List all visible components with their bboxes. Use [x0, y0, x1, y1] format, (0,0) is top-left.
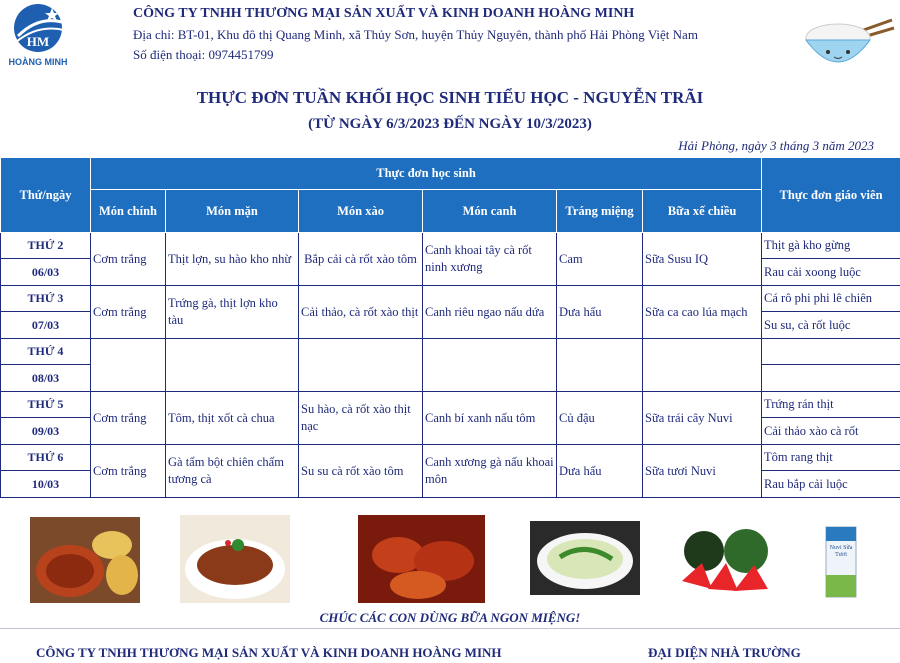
dessert: Củ đậu: [557, 392, 643, 445]
teacher-dish: Cải thảo xào cà rốt: [762, 418, 900, 445]
day-label: THỨ 6: [1, 445, 91, 471]
afternoon-snack: Sữa Susu IQ: [643, 233, 762, 286]
teacher-dish: Su su, cà rốt luộc: [762, 312, 900, 339]
stir-fry-dish: [299, 339, 423, 392]
main-dish: [91, 339, 166, 392]
teacher-dish: Cá rô phi phi lê chiên: [762, 286, 900, 312]
teacher-dish: Trứng rán thịt: [762, 392, 900, 418]
day-label: THỨ 5: [1, 392, 91, 418]
table-row: [1, 339, 900, 365]
beef-stew-bread-photo: [30, 517, 140, 603]
salty-dish: Gà tẩm bột chiên chấm tương cà: [166, 445, 299, 498]
teacher-dish: Tôm rang thịt: [762, 445, 900, 471]
svg-text:HM: HM: [26, 34, 50, 49]
teacher-dish: Rau cải xoong luộc: [762, 259, 900, 286]
company-address: Địa chỉ: BT-01, Khu đô thị Quang Minh, xã Thủy Sơn, huyện Thủy Nguyên, thành phố Hải Phòng Việt Nam: [133, 27, 698, 42]
svg-text:HOÀNG MINH: HOÀNG MINH: [8, 57, 68, 67]
table-row: [1, 286, 900, 312]
col-header: Món xào: [299, 190, 423, 233]
col-header: Tráng miệng: [557, 190, 643, 233]
vegetable-soup-photo: [530, 521, 640, 595]
page-subtitle: (TỪ NGÀY 6/3/2023 ĐẾN NGÀY 10/3/2023): [308, 116, 592, 132]
main-dish: Cơm trắng: [91, 392, 166, 445]
day-label: THỨ 4: [1, 339, 91, 365]
stir-fry-dish: Su su cà rốt xào tôm: [299, 445, 423, 498]
company-logo: [8, 2, 88, 72]
soup-dish: [423, 339, 557, 392]
stir-fry-dish: Su hào, cà rốt xào thịt nạc: [299, 392, 423, 445]
day-date: 07/03: [1, 312, 91, 339]
student-menu-header: Thực đơn học sinh: [91, 158, 762, 190]
main-dish: Cơm trắng: [91, 286, 166, 339]
page-title: THỰC ĐƠN TUẦN KHỐI HỌC SINH TIỂU HỌC - NGUYỄN TRÃI: [196, 88, 704, 107]
soup-dish: Canh xương gà nấu khoai môn: [423, 445, 557, 498]
food-photo-strip: [0, 505, 900, 605]
braised-pork-photo: [358, 515, 485, 603]
table-row: [1, 233, 900, 259]
salty-dish: Trứng gà, thịt lợn kho tàu: [166, 286, 299, 339]
salty-dish: Thịt lợn, su hào kho nhừ: [166, 233, 299, 286]
teacher-menu-header: Thực đơn giáo viên: [762, 158, 900, 233]
dessert: Dưa hấu: [557, 445, 643, 498]
dessert: Cam: [557, 233, 643, 286]
menu-table: [0, 157, 900, 498]
col-header: Món chính: [91, 190, 166, 233]
footer-school-rep: ĐẠI DIỆN NHÀ TRƯỜNG: [648, 645, 801, 660]
col-day-header: Thứ/ngày: [1, 158, 91, 233]
day-date: 09/03: [1, 418, 91, 445]
salty-dish: Tôm, thịt xốt cà chua: [166, 392, 299, 445]
soup-dish: Canh bí xanh nấu tôm: [423, 392, 557, 445]
footer-company: CÔNG TY TNHH THƯƠNG MẠI SẢN XUẤT VÀ KINH DOANH HOÀNG MINH: [36, 645, 502, 660]
stir-fry-dish: Bắp cải cà rốt xào tôm: [299, 233, 423, 286]
col-header: Bữa xế chiều: [643, 190, 762, 233]
afternoon-snack: [643, 339, 762, 392]
table-row: [1, 445, 900, 471]
teacher-dish: Thịt gà kho gừng: [762, 233, 900, 259]
company-phone: Số điện thoại: 0974451799: [133, 47, 274, 62]
teacher-dish: [762, 339, 900, 365]
watermelon-photo: [680, 529, 772, 599]
soup-dish: Canh khoai tây cà rốt ninh xương: [423, 233, 557, 286]
dessert: Dưa hấu: [557, 286, 643, 339]
salty-dish: [166, 339, 299, 392]
afternoon-snack: Sữa tươi Nuvi: [643, 445, 762, 498]
milk-carton-photo: [820, 523, 866, 601]
day-date: 08/03: [1, 365, 91, 392]
teacher-dish: [762, 365, 900, 392]
company-name: CÔNG TY TNHH THƯƠNG MẠI SẢN XUẤT VÀ KINH DOANH HOÀNG MINH: [133, 6, 635, 21]
stir-fry-dish: Cải thảo, cà rốt xào thịt: [299, 286, 423, 339]
main-dish: Cơm trắng: [91, 233, 166, 286]
col-header: Món canh: [423, 190, 557, 233]
day-label: THỨ 2: [1, 233, 91, 259]
main-dish: Cơm trắng: [91, 445, 166, 498]
milk-carton-label: Nuvi Sữa Tươi: [829, 545, 853, 558]
fish-dish-photo: [180, 515, 290, 603]
dessert: [557, 339, 643, 392]
teacher-dish: Rau bắp cải luộc: [762, 471, 900, 498]
day-date: 06/03: [1, 259, 91, 286]
afternoon-snack: Sữa ca cao lúa mạch: [643, 286, 762, 339]
table-row: [1, 392, 900, 418]
divider: [0, 628, 900, 629]
afternoon-snack: Sữa trái cây Nuvi: [643, 392, 762, 445]
closing-message: CHÚC CÁC CON DÙNG BỮA NGON MIỆNG!: [319, 610, 581, 625]
day-date: 10/03: [1, 471, 91, 498]
rice-bowl-icon: [800, 14, 896, 76]
soup-dish: Canh riêu ngao nấu dứa: [423, 286, 557, 339]
day-label: THỨ 3: [1, 286, 91, 312]
date-line: Hải Phòng, ngày 3 tháng 3 năm 2023: [678, 138, 874, 153]
col-header: Món mặn: [166, 190, 299, 233]
